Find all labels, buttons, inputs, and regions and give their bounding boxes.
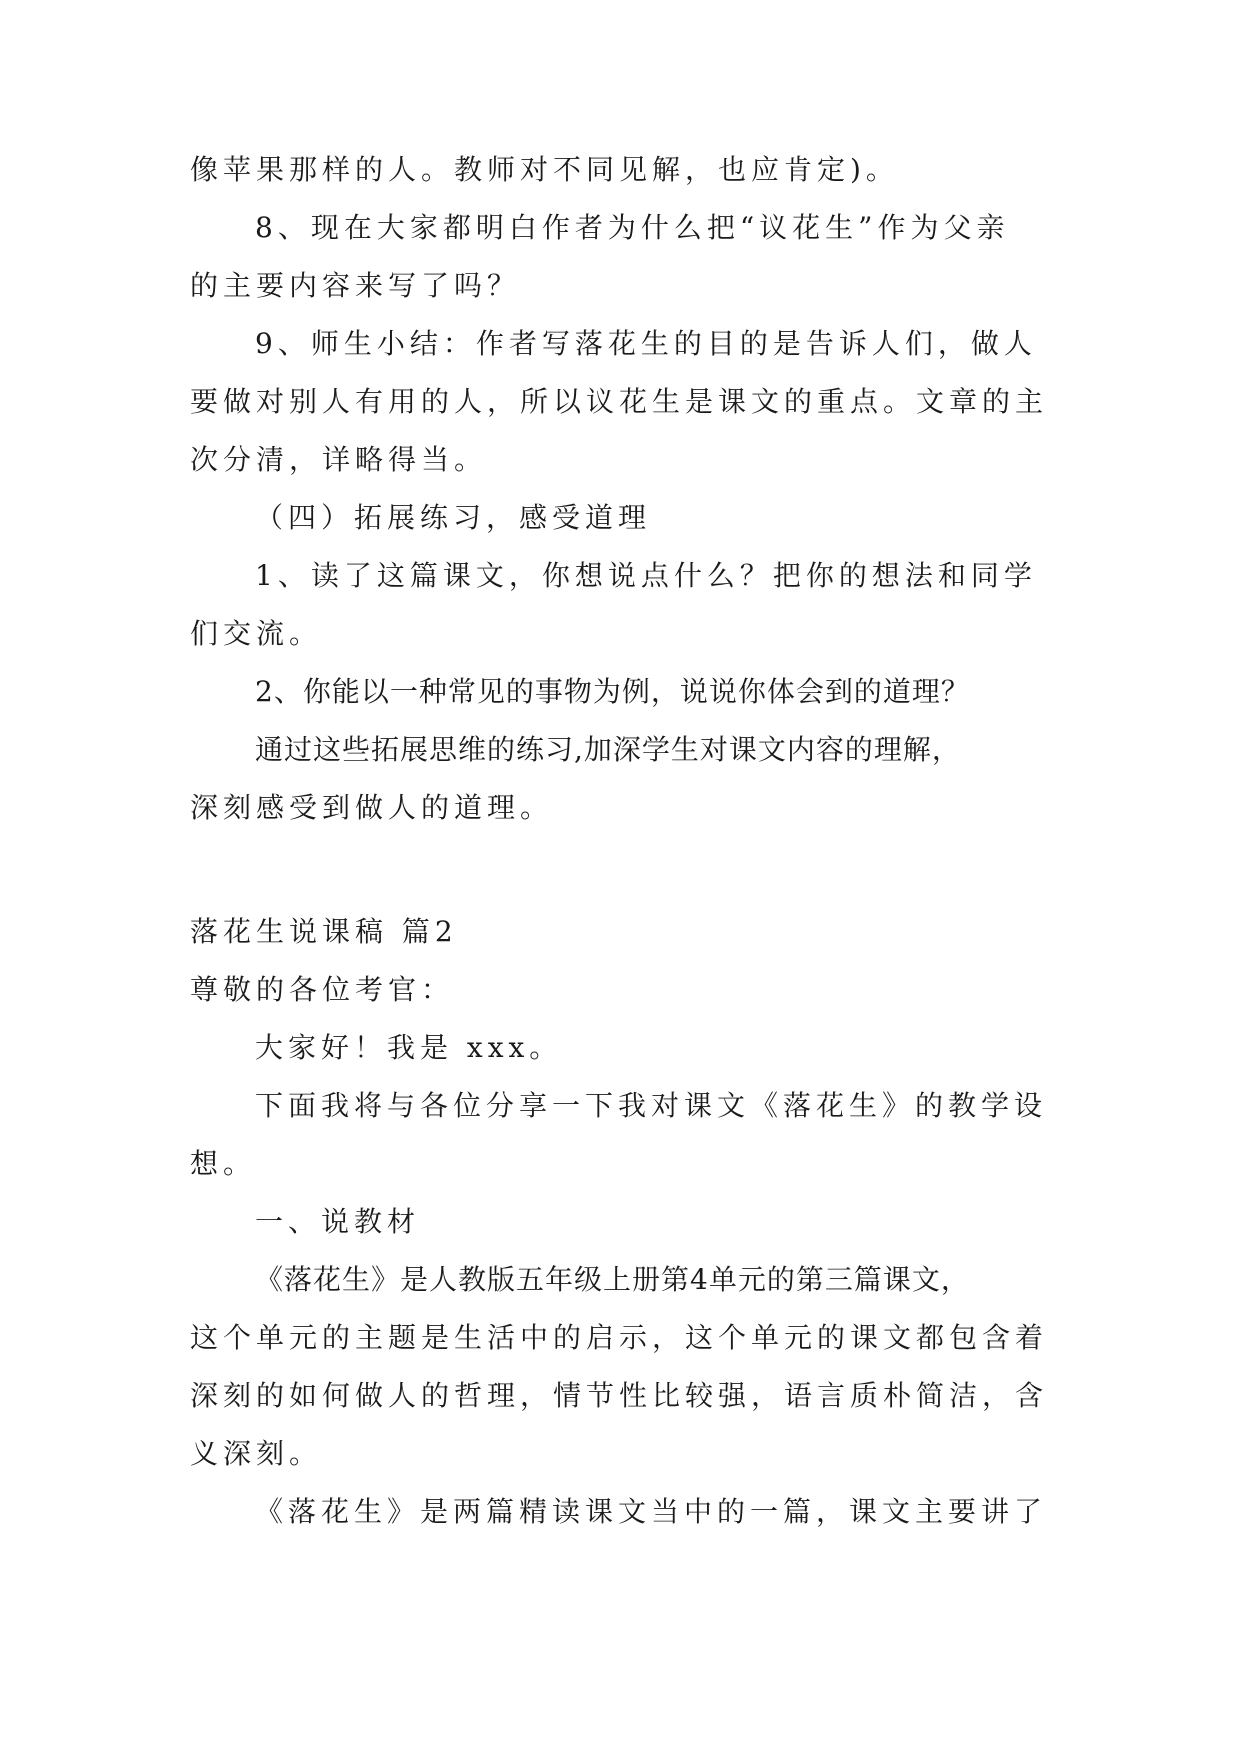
paragraph-line: 要做对别人有用的人，所以议花生是课文的重点。文章的主	[190, 385, 1049, 418]
paragraph-line: 深刻感受到做人的道理。	[190, 791, 554, 824]
paragraph-line: 通过这些拓展思维的练习,加深学生对课文内容的理解，	[255, 733, 961, 766]
paragraph-line: 像苹果那样的人。教师对不同见解，也应肯定)。	[190, 153, 899, 186]
salutation: 尊敬的各位考官：	[190, 973, 455, 1006]
paragraph-line: 次分清，详略得当。	[190, 443, 488, 476]
paragraph-line: 大家好！我是 xxx。	[255, 1031, 563, 1064]
paragraph-line: 9、师生小结：作者写落花生的目的是告诉人们，做人	[255, 327, 1037, 360]
paragraph-line: 下面我将与各位分享一下我对课文《落花生》的教学设	[255, 1089, 1048, 1122]
article-title: 落花生说课稿 篇2	[190, 915, 458, 948]
paragraph-line: 们交流。	[190, 617, 323, 650]
paragraph-line: 2、你能以一种常见的事物为例，说说你体会到的道理？	[255, 675, 970, 708]
section-heading: （四）拓展练习，感受道理	[255, 501, 652, 534]
paragraph-line: 义深刻。	[190, 1437, 323, 1470]
paragraph-line: 《落花生》是两篇精读课文当中的一篇，课文主要讲了	[255, 1495, 1048, 1528]
paragraph-line: 8、现在大家都明白作者为什么把“议花生”作为父亲	[255, 211, 1010, 244]
paragraph-line: 想。	[190, 1147, 257, 1180]
section-heading: 一、说教材	[255, 1205, 421, 1238]
paragraph-line: 这个单元的主题是生活中的启示，这个单元的课文都包含着	[190, 1321, 1049, 1354]
paragraph-line: 的主要内容来写了吗？	[190, 269, 521, 302]
paragraph-line: 1、读了这篇课文，你想说点什么？把你的想法和同学	[255, 559, 1037, 592]
paragraph-line: 《落花生》是人教版五年级上册第4单元的第三篇课文，	[255, 1263, 970, 1296]
paragraph-line: 深刻的如何做人的哲理，情节性比较强，语言质朴简洁，含	[190, 1379, 1049, 1412]
